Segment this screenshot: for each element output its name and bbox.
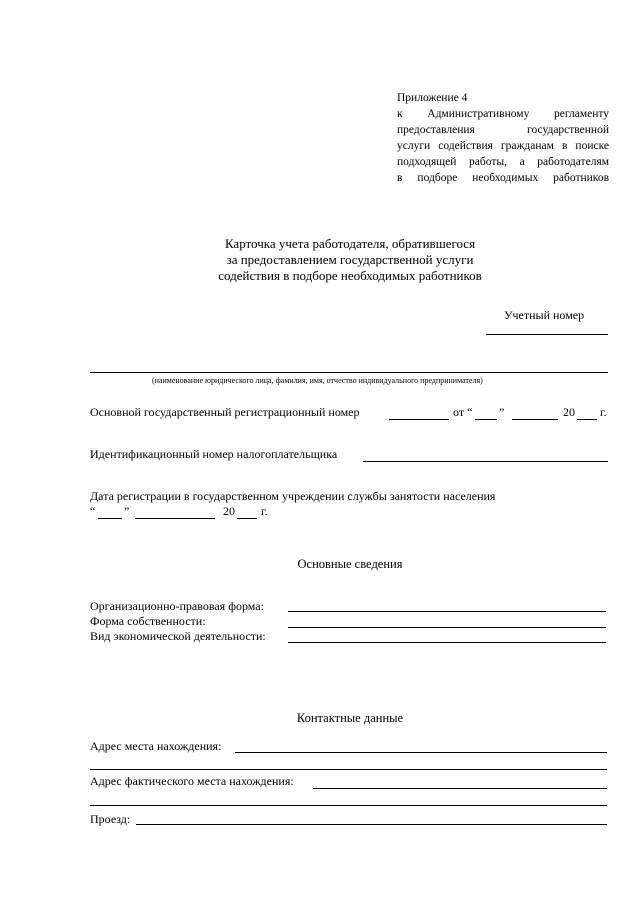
ogrn-from-text: от “ [453, 405, 473, 419]
ogrn-year-field[interactable] [577, 419, 597, 420]
appendix-line: к Административному регламенту [397, 108, 609, 120]
ogrn-quote-close: ” [499, 405, 505, 419]
title-line: содействия в подборе необходимых работников [218, 268, 482, 283]
actual-address-field-continued[interactable] [90, 805, 607, 806]
directions-label: Проезд: [90, 812, 131, 826]
activity-type-field[interactable] [288, 642, 606, 643]
address-field-continued[interactable] [90, 769, 607, 770]
registration-label: Дата регистрации в государственном учреждении службы занятости населения [90, 489, 496, 503]
legal-form-label: Организационно-правовая форма: [90, 599, 264, 613]
registration-year-suffix: г. [261, 504, 268, 518]
appendix-line: подходящей работы, а работодателям [397, 156, 609, 168]
account-number-field[interactable] [486, 334, 608, 335]
appendix-line: Приложение 4 [397, 92, 468, 104]
ogrn-month-field[interactable] [512, 419, 558, 420]
ogrn-year-prefix: 20 [563, 405, 575, 419]
ogrn-day-field[interactable] [475, 419, 497, 420]
ogrn-label: Основной государственный регистрационный номер [90, 405, 360, 419]
registration-month-field[interactable] [135, 518, 215, 519]
ownership-form-label: Форма собственности: [90, 614, 206, 628]
title-line: за предоставлением государственной услуги [226, 252, 474, 267]
actual-address-label: Адрес фактического места нахождения: [90, 774, 294, 788]
address-field[interactable] [235, 752, 607, 753]
registration-day-field[interactable] [98, 518, 122, 519]
document-title [150, 236, 550, 284]
directions-field[interactable] [136, 824, 607, 825]
ogrn-year-suffix: г. [600, 405, 607, 419]
ownership-form-field[interactable] [288, 627, 606, 628]
employer-name-caption: (наименование юридического лица, фамилия, имя, отчество индивидуального предпринимателя) [152, 376, 483, 385]
inn-field[interactable] [363, 461, 608, 462]
appendix-line: услуги содействия гражданам в поиске [397, 140, 609, 152]
contacts-heading: Контактные данные [296, 711, 404, 725]
account-number-label: Учетный номер [504, 308, 585, 322]
basic-info-heading: Основные сведения [297, 557, 403, 571]
title-line: Карточка учета работодателя, обратившегося [224, 236, 476, 251]
registration-year-field[interactable] [237, 518, 257, 519]
activity-type-label: Вид экономической деятельности: [90, 629, 266, 643]
registration-quote-close: ” [124, 504, 130, 518]
appendix-block [397, 90, 609, 186]
address-label: Адрес места нахождения: [90, 739, 222, 753]
ogrn-field[interactable] [389, 419, 449, 420]
inn-label: Идентификационный номер налогоплательщика [90, 447, 338, 461]
appendix-line: в подборе необходимых работников [397, 172, 609, 184]
actual-address-field[interactable] [313, 788, 607, 789]
legal-form-field[interactable] [288, 611, 606, 612]
employer-name-field[interactable] [90, 372, 608, 373]
registration-year-prefix: 20 [223, 504, 235, 518]
registration-quote-open: “ [90, 504, 96, 518]
appendix-line: предоставления государственной [397, 124, 609, 136]
